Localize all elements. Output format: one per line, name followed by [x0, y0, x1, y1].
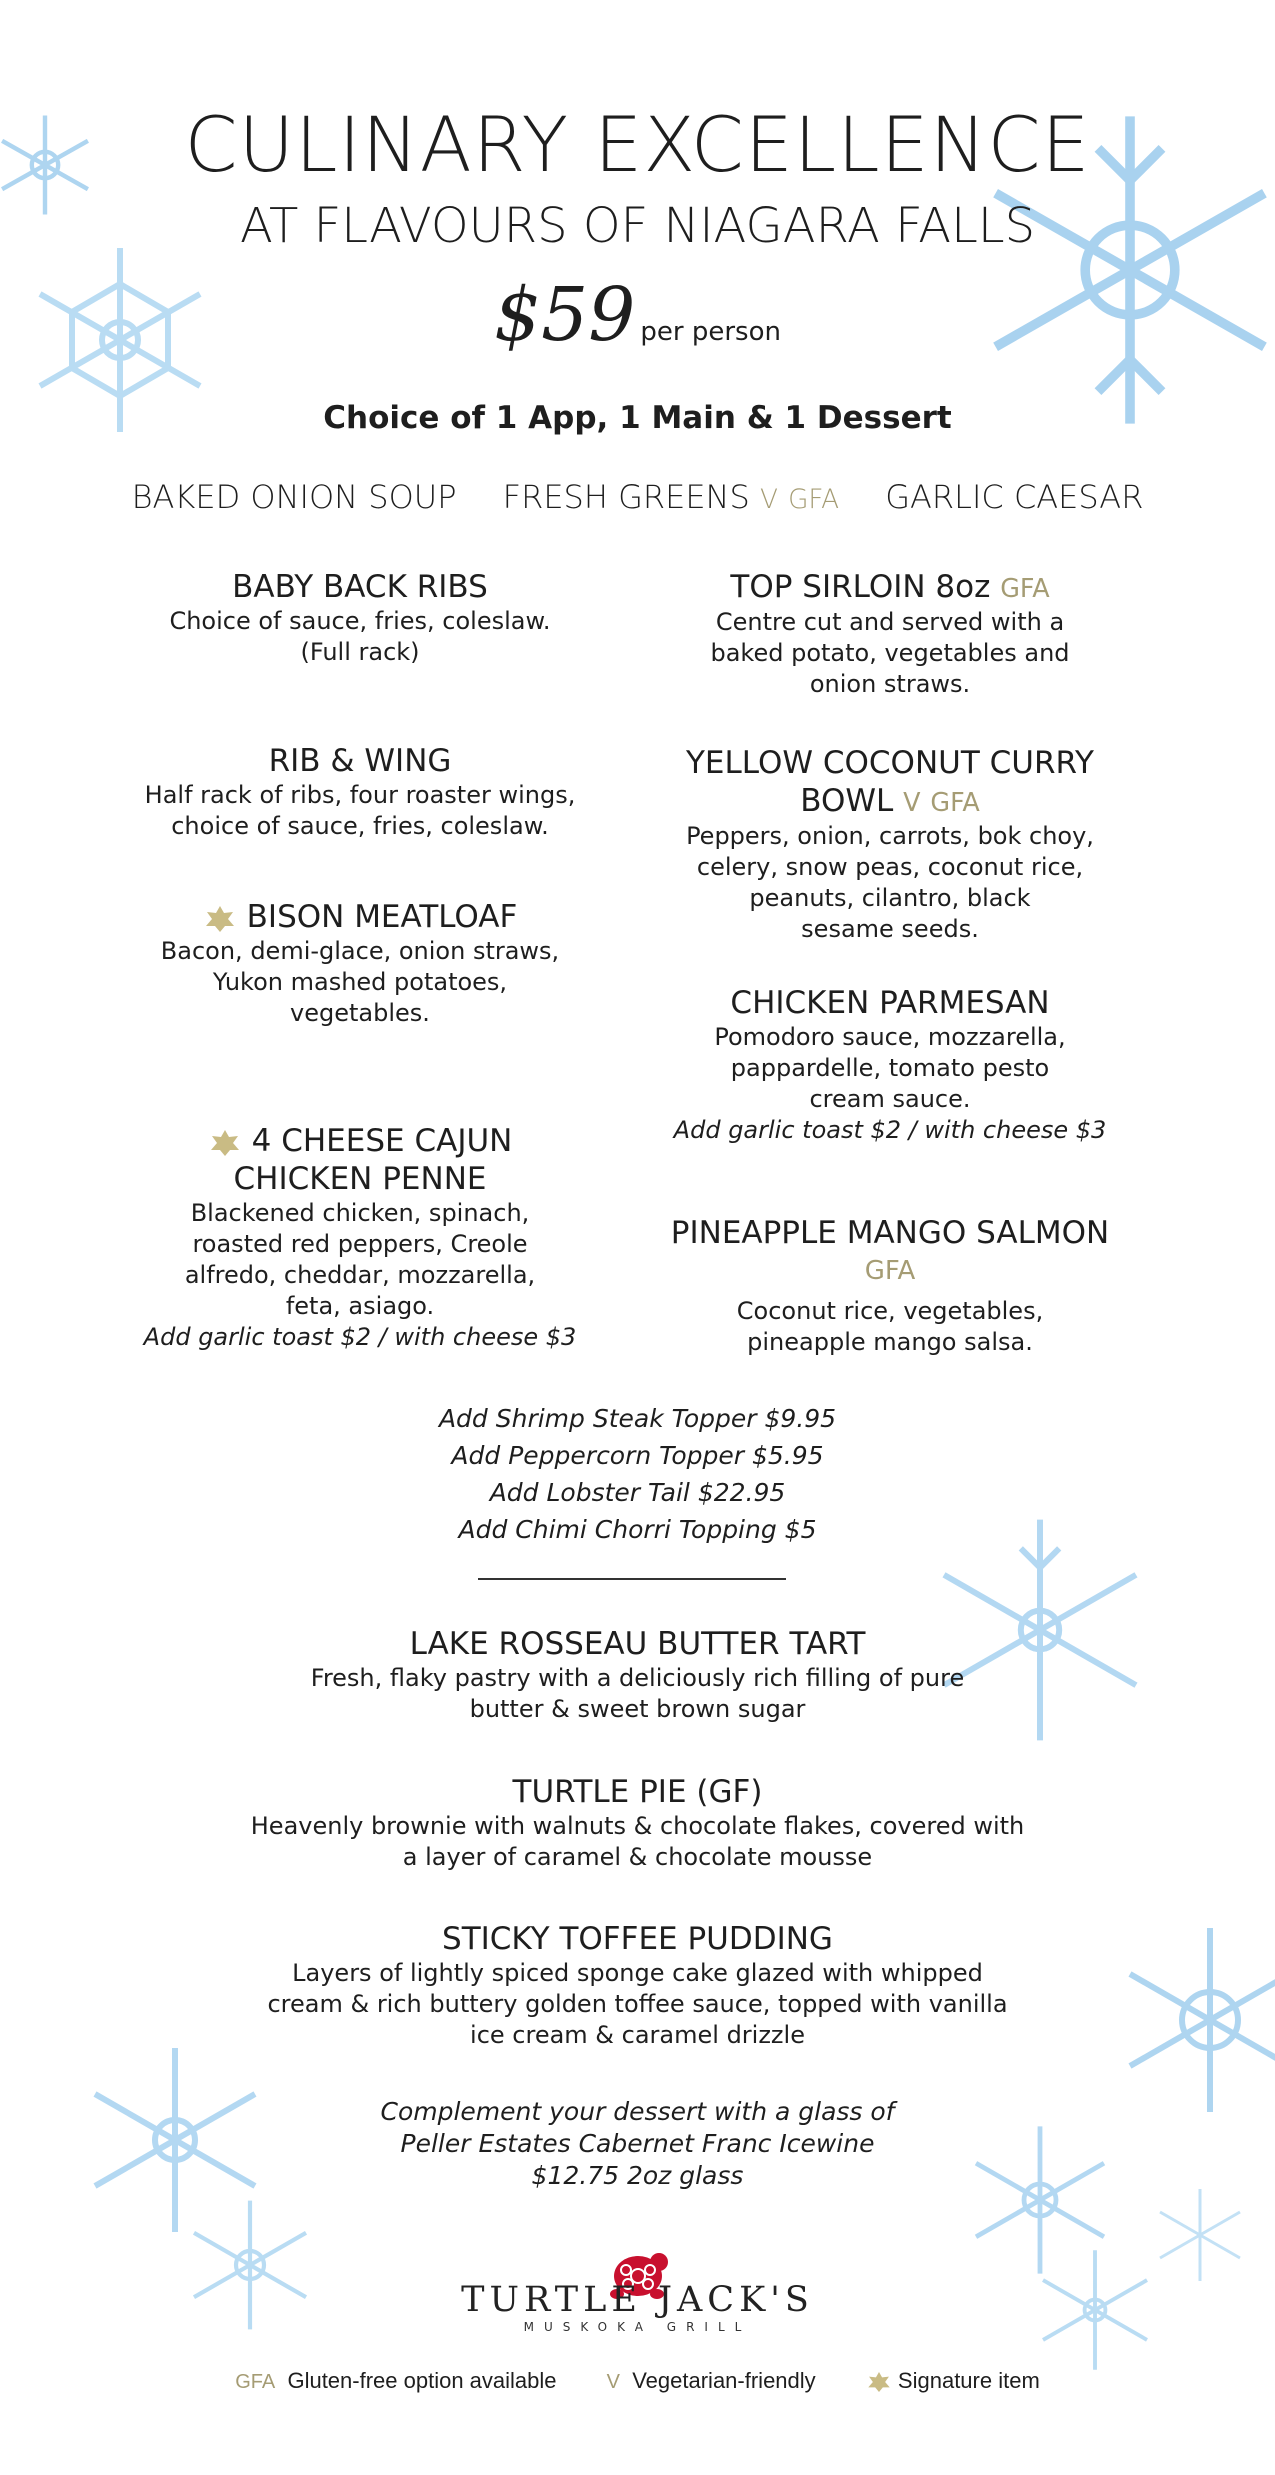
legend-vegetarian: V Vegetarian-friendly	[606, 2368, 816, 2393]
gfa-tag: GFA	[1000, 573, 1050, 603]
dish-name: TOP SIRLOIN 8oz	[730, 569, 991, 605]
legend-gfa: GFA Gluten-free option available	[235, 2368, 557, 2393]
dish-name: CHICKEN PARMESAN	[730, 985, 1050, 1021]
main-item: CHICKEN PARMESAN Pomodoro sauce, mozzarella, pappardelle, tomato pesto cream sauce. Add garlic toast $2 / with cheese $3	[610, 984, 1170, 1146]
gfa-tag: GFA	[930, 787, 980, 817]
main-item: PINEAPPLE MANGO SALMON GFA Coconut rice, vegetables, pineapple mango salsa.	[610, 1214, 1170, 1358]
price-amount: $59	[494, 272, 636, 358]
appetizer-item: GARLIC CAESAR	[885, 478, 1144, 516]
page-title: CULINARY EXCELLENCE	[184, 100, 1091, 189]
main-item: TOP SIRLOIN 8oz GFA Centre cut and served with a baked potato, vegetables and onion straws.	[710, 569, 1070, 698]
dish-name: LAKE ROSSEAU BUTTER TART	[409, 1626, 866, 1662]
price	[0, 272, 1275, 358]
main-item: BISON MEATLOAF Bacon, demi-glace, onion straws, Yukon mashed potatoes, vegetables.	[160, 899, 560, 1027]
vegetarian-tag: V	[759, 485, 778, 515]
dessert-item: LAKE ROSSEAU BUTTER TART Fresh, flaky pastry with a deliciously rich filling of pure butter & sweet brown sugar	[0, 1625, 1275, 1725]
price-suffix: per person	[640, 317, 781, 347]
choice-heading: Choice of 1 App, 1 Main & 1 Dessert	[323, 400, 952, 436]
main-item: YELLOW COCONUT CURRY BOWL V GFA Peppers, onion, carrots, bok choy, celery, snow peas, coconut rice, peanuts, cilantro, black sesame seeds.	[610, 744, 1170, 945]
dish-name: 4 CHEESE CAJUN	[251, 1123, 513, 1159]
list-item: Add Chimi Chorri Topping $5	[458, 1515, 817, 1544]
logo-subtitle: MUSKOKA GRILL	[523, 2320, 752, 2334]
legend-signature: Signature item	[866, 2368, 1040, 2393]
list-item: Add Shrimp Steak Topper $9.95	[438, 1404, 837, 1433]
add-on-note: Add garlic toast $2 / with cheese $3	[143, 1323, 577, 1351]
icewine-pairing: Complement your dessert with a glass of Peller Estates Cabernet Franc Icewine $12.75 2oz glass	[380, 2097, 895, 2190]
logo-name: TURTLE JACK'S	[461, 2280, 814, 2320]
toppers-list	[0, 1400, 1275, 1548]
dessert-item: TURTLE PIE (GF) Heavenly brownie with walnuts & chocolate flakes, covered with a layer of caramel & chocolate mousse	[0, 1773, 1275, 1873]
dish-name: STICKY TOFFEE PUDDING	[442, 1921, 833, 1957]
signature-icon	[203, 904, 237, 934]
appetizers-row	[0, 478, 1275, 516]
dish-name: YELLOW COCONUT CURRY	[686, 745, 1094, 781]
dish-name: TURTLE PIE (GF)	[512, 1774, 763, 1810]
legend	[0, 2368, 1275, 2394]
page-subtitle: AT FLAVOURS OF NIAGARA FALLS	[239, 198, 1036, 254]
divider	[478, 1578, 786, 1580]
list-item: Add Lobster Tail $22.95	[489, 1478, 786, 1507]
appetizer-item: FRESH GREENS V GFA	[502, 478, 840, 516]
main-item: RIB & WING Half rack of ribs, four roaster wings, choice of sauce, fries, coleslaw.	[80, 742, 640, 842]
dish-name: PINEAPPLE MANGO SALMON	[670, 1215, 1110, 1251]
main-item: BABY BACK RIBS Choice of sauce, fries, coleslaw. (Full rack)	[80, 568, 640, 668]
signature-icon	[208, 1128, 242, 1158]
dish-name: BISON MEATLOAF	[246, 899, 518, 935]
main-item: 4 CHEESE CAJUN CHICKEN PENNE Blackened chicken, spinach, roasted red peppers, Creole alfredo, cheddar, mozzarella, feta, asiago. Add garlic toast $2 / with cheese $3	[80, 1122, 640, 1353]
gfa-tag: GFA	[788, 485, 840, 515]
signature-icon	[866, 2370, 892, 2394]
logo	[0, 2238, 1275, 2334]
add-on-note: Add garlic toast $2 / with cheese $3	[673, 1116, 1107, 1144]
dish-name: RIB & WING	[268, 743, 452, 779]
vegetarian-tag: V	[903, 787, 921, 817]
dish-name: BABY BACK RIBS	[232, 569, 488, 605]
list-item: Add Peppercorn Topper $5.95	[451, 1441, 824, 1470]
appetizer-item: BAKED ONION SOUP	[131, 478, 457, 516]
dessert-item: STICKY TOFFEE PUDDING Layers of lightly spiced sponge cake glazed with whipped cream & rich buttery golden toffee sauce, topped with vanilla ice cream & caramel drizzle	[0, 1920, 1275, 2051]
gfa-tag: GFA	[864, 1256, 916, 1286]
